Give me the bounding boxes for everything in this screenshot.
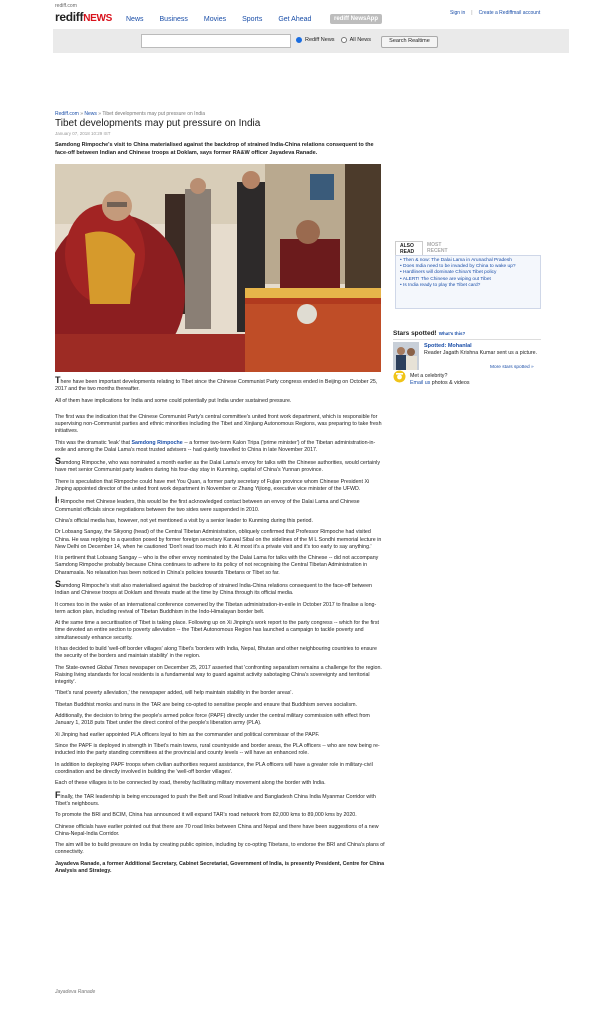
article-lede: Samdong Rimpoche's visit to China materialised against the backdrop of strained India-China relations consequent to the face-off between Indian and Chinese troops at Doklam, says former RA&W officer Jayadeva Ranade. xyxy=(55,142,374,156)
paragraph: The State-owned Global Times newspaper on December 25, 2017 asserted that 'confronting separatism remains a challenge for the region. Raising living standards for local residents is a fundamental way to guard against activity sabotaging China's sovereignty and territorial integrity'. xyxy=(55,664,382,685)
radio-all-news-label: All News xyxy=(349,37,371,43)
samdong-rimpoche-link[interactable]: Samdong Rimpoche xyxy=(131,439,183,446)
logo-news-text: NEWS xyxy=(83,13,113,24)
search-realtime-button[interactable]: Search Realtime xyxy=(381,36,438,48)
paragraph: Additionally, the decision to bring the people's armed police force (PAPF) directly under the central military commission with effect from January 1, 2018 puts Tibet under the direct control of the people's liberation army (PLA). xyxy=(55,713,370,727)
paragraph: There is speculation that Rimpoche could have met You Quan, a former party secretary of Fujian province whom Chinese President Xi Jinping appointed director of the united front work department in November or Zhang Yijiong, executive vice minister of the UFWD. xyxy=(55,478,370,492)
celebrity-prompt: Met a celebrity? Email us photos & videos xyxy=(410,373,470,386)
stars-spotted-heading: Stars spotted! What's this? xyxy=(393,330,466,337)
tab-most-recent[interactable]: MOST RECENT xyxy=(427,242,448,254)
related-tabs xyxy=(395,241,449,256)
spotted-caption: Reader Jagath Krishna Kumar sent us a picture. xyxy=(424,350,538,356)
nav-movies[interactable]: Movies xyxy=(203,16,227,23)
rediff-news-logo[interactable] xyxy=(55,10,112,24)
paragraph: The aim will be to build pressure on India by creating public opinion, including by co-opting Tibetans, to endorse the BRI and China's plans of connectivity. xyxy=(55,842,385,856)
divider xyxy=(393,339,541,340)
account-links xyxy=(450,10,540,16)
paragraph: Each of these villages is to be connected by road, thereby facilitating military movement along the border with India. xyxy=(55,780,326,787)
spotted-title[interactable]: Spotted: Mohanlal xyxy=(424,343,472,349)
more-stars-link[interactable]: More stars spotted » xyxy=(490,365,534,370)
paragraph: This was the dramatic 'leak' that Samdong Rimpoche -- a former two-term Kalon Tripa ('prime minister') of the Tibetan administration-in-exile and among the Dalai Lama's most trusted advisers -- had quietly travelled to China in late November 2017. xyxy=(55,439,376,453)
paragraph: Finally, the TAR leadership is being encouraged to push the Belt and Road Initiative and Bangladesh China India Myanmar Corridor with Tibet's neighbours. xyxy=(55,789,376,807)
also-read-list xyxy=(400,258,516,289)
author-name: Jayadeva Ranade xyxy=(55,989,96,995)
article-photo xyxy=(55,164,381,372)
breadcrumb-current: Tibet developments may put pressure on India xyxy=(102,111,206,117)
paragraph: At the same time a securitisation of Tibet is taking place. Following up on Xi Jinping's work report to the party congress -- which for the first time devoted an entire section to poverty alleviation -- the Tibet Autonomous Region has launched a campaign to tackle poverty and simultaneously enhance security. xyxy=(55,620,379,641)
nav-sports[interactable]: Sports xyxy=(242,16,263,23)
paragraph: All of them have implications for India and some could potentially put India under sustained pressure. xyxy=(55,397,292,404)
news-app-badge[interactable]: rediff NewsApp xyxy=(330,14,382,24)
nav-business[interactable]: Business xyxy=(159,16,188,23)
paragraph: In addition to deploying PAPF troops when civilian authorities request assistance, the PLA officers will have a greater role in military-civil coordination and be directly involved in building the 'well-off border villages'. xyxy=(55,761,373,775)
radio-rediff-news[interactable] xyxy=(296,37,302,43)
sign-in-link[interactable]: Sign in xyxy=(450,10,466,16)
main-nav xyxy=(126,16,311,23)
breadcrumb-sep: » xyxy=(98,111,102,117)
create-account-link[interactable]: Create a Rediffmail account xyxy=(478,10,541,16)
paragraph: It comes too in the wake of an international conference convened by the Tibetan administration-in-exile in October 2017 to finalise a long-term action plan, including revival of Tibetan Buddhism in the Indo-Himalayan border belt. xyxy=(55,601,377,615)
paragraph: 'Tibet's rural poverty alleviation,' the newspaper added, will help maintain stability in the border areas'. xyxy=(55,690,293,697)
spotted-thumbnail[interactable] xyxy=(393,342,419,370)
paragraph: If Rimpoche met Chinese leaders, this would be the first acknowledged contact between an envoy of the Dalai Lama and Chinese Communist officials since negotiations between the two sides were suspended in 2010. xyxy=(55,495,360,513)
paragraph: Xi Jinping had earlier appointed PLA officers loyal to him as the commander and political commissar of the PAPF. xyxy=(55,731,320,738)
nav-get-ahead[interactable]: Get Ahead xyxy=(278,16,312,23)
author-bio: Jayadeva Ranade, a former Additional Secretary, Cabinet Secretariat, Government of India, is presently President, Centre for China Analysis and Strategy. xyxy=(55,860,385,875)
logo-rediff-text: rediff xyxy=(55,10,84,24)
article-title: Tibet developments may put pressure on India xyxy=(55,118,261,129)
list-item[interactable]: • Then & now: The Dalai Lama in Arunachal Pradesh xyxy=(400,258,516,264)
link-separator: | xyxy=(471,10,473,16)
paragraph: It has decided to build 'well-off border villages' along Tibet's 'borders with India, Nepal, Bhutan and other neighbouring countries to ensure the security of the borders and maintain stability' in the region. xyxy=(55,645,377,660)
nav-news[interactable]: News xyxy=(126,16,144,23)
article-body xyxy=(55,377,385,879)
radio-all-news[interactable] xyxy=(341,37,347,43)
breadcrumb-sep: » xyxy=(80,111,83,117)
paragraph: Since the PAPF is deployed in strength in Tibet's main towns, rural countryside and border areas, the PLA officers -- who are now being re-inducted into the party standing committees at the provincial and county levels -- will have an enhanced role. xyxy=(55,743,380,757)
breadcrumb-news[interactable]: News xyxy=(84,111,97,117)
paragraph: Tibetan Buddhist monks and nuns in the TAR are being co-opted to sensitise people and ensure that Buddhism serves socialism. xyxy=(55,701,357,708)
article-date: January 07, 2018 10:29 IST xyxy=(55,131,111,136)
paragraph: Dr Lobsang Sangay, the Sikyong (head) of the Central Tibetan Administration, obliquely confirmed that Professor Rimpoche had visited China. He was replying to a question posed by former foreign secretary Kanwal Sibal on the sidelines of the M L Sondhi memorial lecture in New Delhi on December 14, when he cautioned 'Don't read too much into it. At most it's a private visit and it's too early to say anything.' xyxy=(55,529,382,550)
paragraph: Samdong Rimpoche's visit also materialised against the backdrop of strained India-China relations consequent to the face-off between Indian and Chinese troops at Doklam and threats made at the time by China through its official media. xyxy=(55,578,372,597)
breadcrumb-home[interactable]: Rediff.com xyxy=(55,111,79,117)
camera-icon xyxy=(393,370,406,383)
list-item[interactable]: • Hardliners will dominate China's Tibet policy xyxy=(400,270,516,276)
whats-this-link[interactable]: What's this? xyxy=(438,331,466,336)
paragraph: To promote the BRI and BCIM, China has announced it will expand TAR's road network from 82,000 kms to 89,000 kms by 2020. xyxy=(55,812,357,819)
tab-also-read[interactable]: ALSO READ xyxy=(395,241,423,256)
email-us-link[interactable]: Email us xyxy=(410,379,431,386)
radio-rediff-news-label: Rediff News xyxy=(305,37,335,43)
list-item[interactable]: • Does India need to be invaded by China to wake up? xyxy=(400,264,516,270)
site-url[interactable]: rediff.com xyxy=(55,3,77,9)
paragraph: China's official media has, however, not yet mentioned a visit by a senior leader to Kunming during this period. xyxy=(55,517,313,524)
list-item[interactable]: • ALERT! The Chinese are wiping out Tibet xyxy=(400,277,516,283)
breadcrumb xyxy=(55,111,205,117)
paragraph: The first was the indication that the Chinese Communist Party's central committee's united front work department, which is responsible for supervising non-Communist parties and ethnic minorities including the Tibet and Xinjiang Autonomous Regions, was preparing to take fresh initiatives. xyxy=(55,413,382,435)
search-scope xyxy=(296,37,371,43)
paragraph: It is pertinent that Lobsang Sangay -- who is the other envoy nominated by the Dalai Lama for talks with the Chinese -- did not accompany Samdong Rimpoche probably because China continues to adhere to its policy of not recognising the Central Tibetan Administration in Dharamsala. No relaxation has been noticed in China's policies towards Tibetans or Tibet so far. xyxy=(55,555,379,576)
paragraph: Chinese officials have earlier pointed out that there are 70 road links between China and Nepal and there have been suggestions of a new China-Nepal-India Corridor. xyxy=(55,823,379,837)
list-item[interactable]: • Is India ready to play the Tibet card? xyxy=(400,283,516,289)
paragraph: Samdong Rimpoche, who was nominated a month earlier as the Dalai Lama's envoy for talks with the Chinese authorities, would certainly have met senior Communist party leaders during his four-day stay in Kunming, capital of China's Yunnan province. xyxy=(55,456,381,474)
search-input[interactable] xyxy=(141,34,291,48)
paragraph: There have been important developments relating to Tibet since the Chinese Communist Party congress ended in Beijing on October 25, 2017 and the two months thereafter. xyxy=(55,375,378,393)
